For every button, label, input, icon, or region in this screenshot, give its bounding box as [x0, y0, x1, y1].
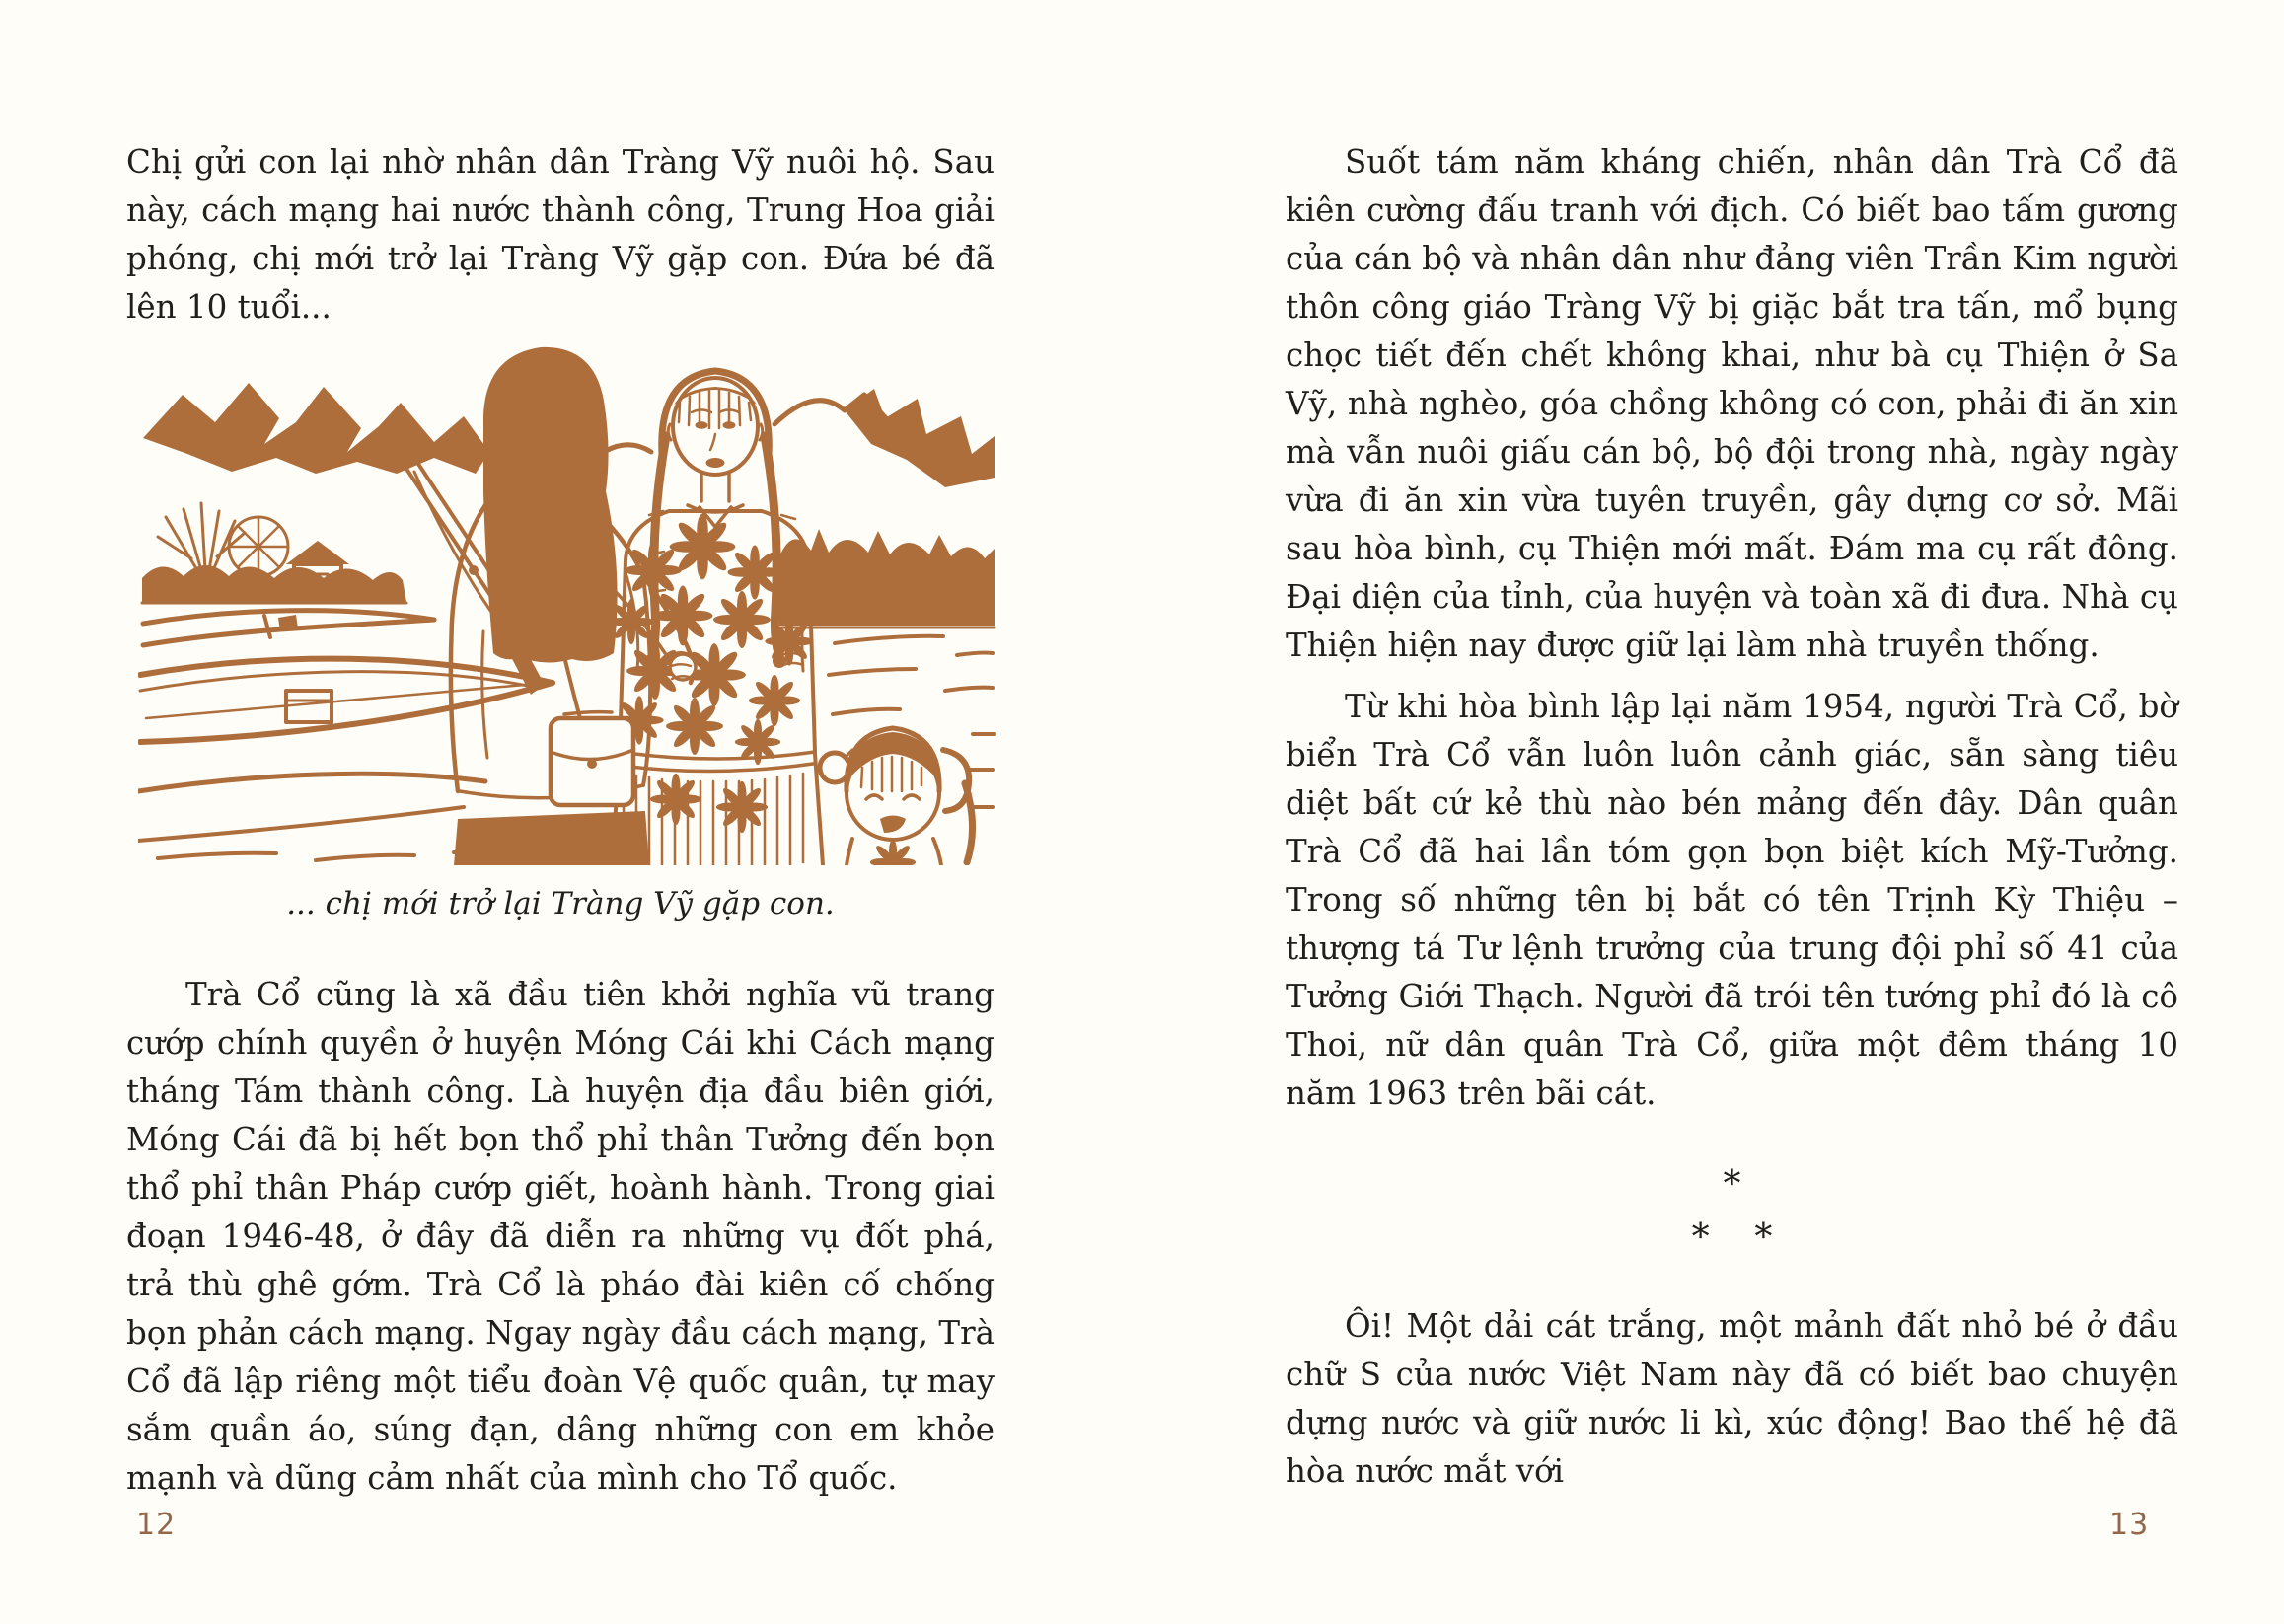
body-paragraph: Suốt tám năm kháng chiến, nhân dân Trà Cổ đã kiên cường đấu tranh với địch. Có biết bao tấm gương của cán bộ và nhân dân như đảng viên Trần Kim người thôn công giáo Tràng Vỹ bị giặc bắt tra tấn, mổ bụng chọc tiết đến chết không khai, như bà cụ Thiện ở Sa Vỹ, nhà nghèo, góa chồng không có con, phải đi ăn xin mà vẫn nuôi giấu cán bộ, bộ đội trong nhà, ngày ngày vừa đi ăn xin vừa tuyên truyền, gây dựng cơ sở. Mãi sau hòa bình, cụ Thiện mới mất. Đám ma cụ rất đông. Đại diện của tỉnh, của huyện và toàn xã đi đưa. Nhà cụ Thiện hiện nay được giữ lại làm nhà truyền thống. — [1286, 143, 2178, 664]
section-separator-line2: * * — [1691, 1218, 1773, 1258]
body-paragraph: Từ khi hòa bình lập lại năm 1954, người Trà Cổ, bờ biển Trà Cổ vẫn luôn luôn cảnh giác, sẵn sàng tiêu diệt bất cứ kẻ thù nào bén mảng đến đây. Dân quân Trà Cổ đã hai lần tóm gọn bọn biệt kích Mỹ-Tưởng. Trong số những tên bị bắt có tên Trịnh Kỳ Thiệu – thượng tá Tư lệnh trưởng của trung đội phỉ số 41 của Tưởng Giới Thạch. Người đã trói tên tướng phỉ đó là cô Thoi, nữ dân quân Trà Cổ, giữa một đêm tháng 10 năm 1963 trên bãi cát. — [1286, 688, 2178, 1112]
page-number-right: 13 — [2109, 1508, 2150, 1542]
body-paragraph: Ôi! Một dải cát trắng, một mảnh đất nhỏ bé ở đầu chữ S của nước Việt Nam này đã có biết bao chuyện dựng nước và giữ nước li kì, xúc động! Bao thế hệ đã hòa nước mắt với — [1286, 1307, 2178, 1490]
child — [820, 728, 973, 865]
body-paragraph: Chị gửi con lại nhờ nhân dân Tràng Vỹ nuôi hộ. Sau này, cách mạng hai nước thành công, Trung Hoa giải phóng, chị mới trở lại Tràng Vỹ gặp con. Đứa bé đã lên 10 tuổi... — [126, 143, 995, 326]
illustration — [138, 328, 998, 865]
body-paragraph: Trà Cổ cũng là xã đầu tiên khởi nghĩa vũ trang cướp chính quyền ở huyện Móng Cái khi Cách mạng tháng Tám thành công. Là huyện địa đầu biên giới, Móng Cái đã bị hết bọn thổ phỉ thân Tưởng đến bọn thổ phỉ thân Pháp cướp giết, hoành hành. Trong giai đoạn 1946-48, ở đây đã diễn ra những vụ đốt phá, trả thù ghê gớm. Trà Cổ là pháo đài kiên cố chống bọn phản cách mạng. Ngay ngày đầu cách mạng, Trà Cổ đã lập riêng một tiểu đoàn Vệ quốc quân, tự may sắm quần áo, súng đạn, dâng những con em khỏe mạnh và dũng cảm nhất của mình cho Tổ quốc. — [126, 976, 995, 1497]
illustration-caption: ... chị mới trở lại Tràng Vỹ gặp con. — [286, 886, 835, 922]
section-separator-line1: * — [1723, 1164, 1741, 1205]
page-number-left: 12 — [136, 1508, 177, 1542]
boats — [138, 611, 553, 841]
shoreline-left — [142, 503, 406, 603]
